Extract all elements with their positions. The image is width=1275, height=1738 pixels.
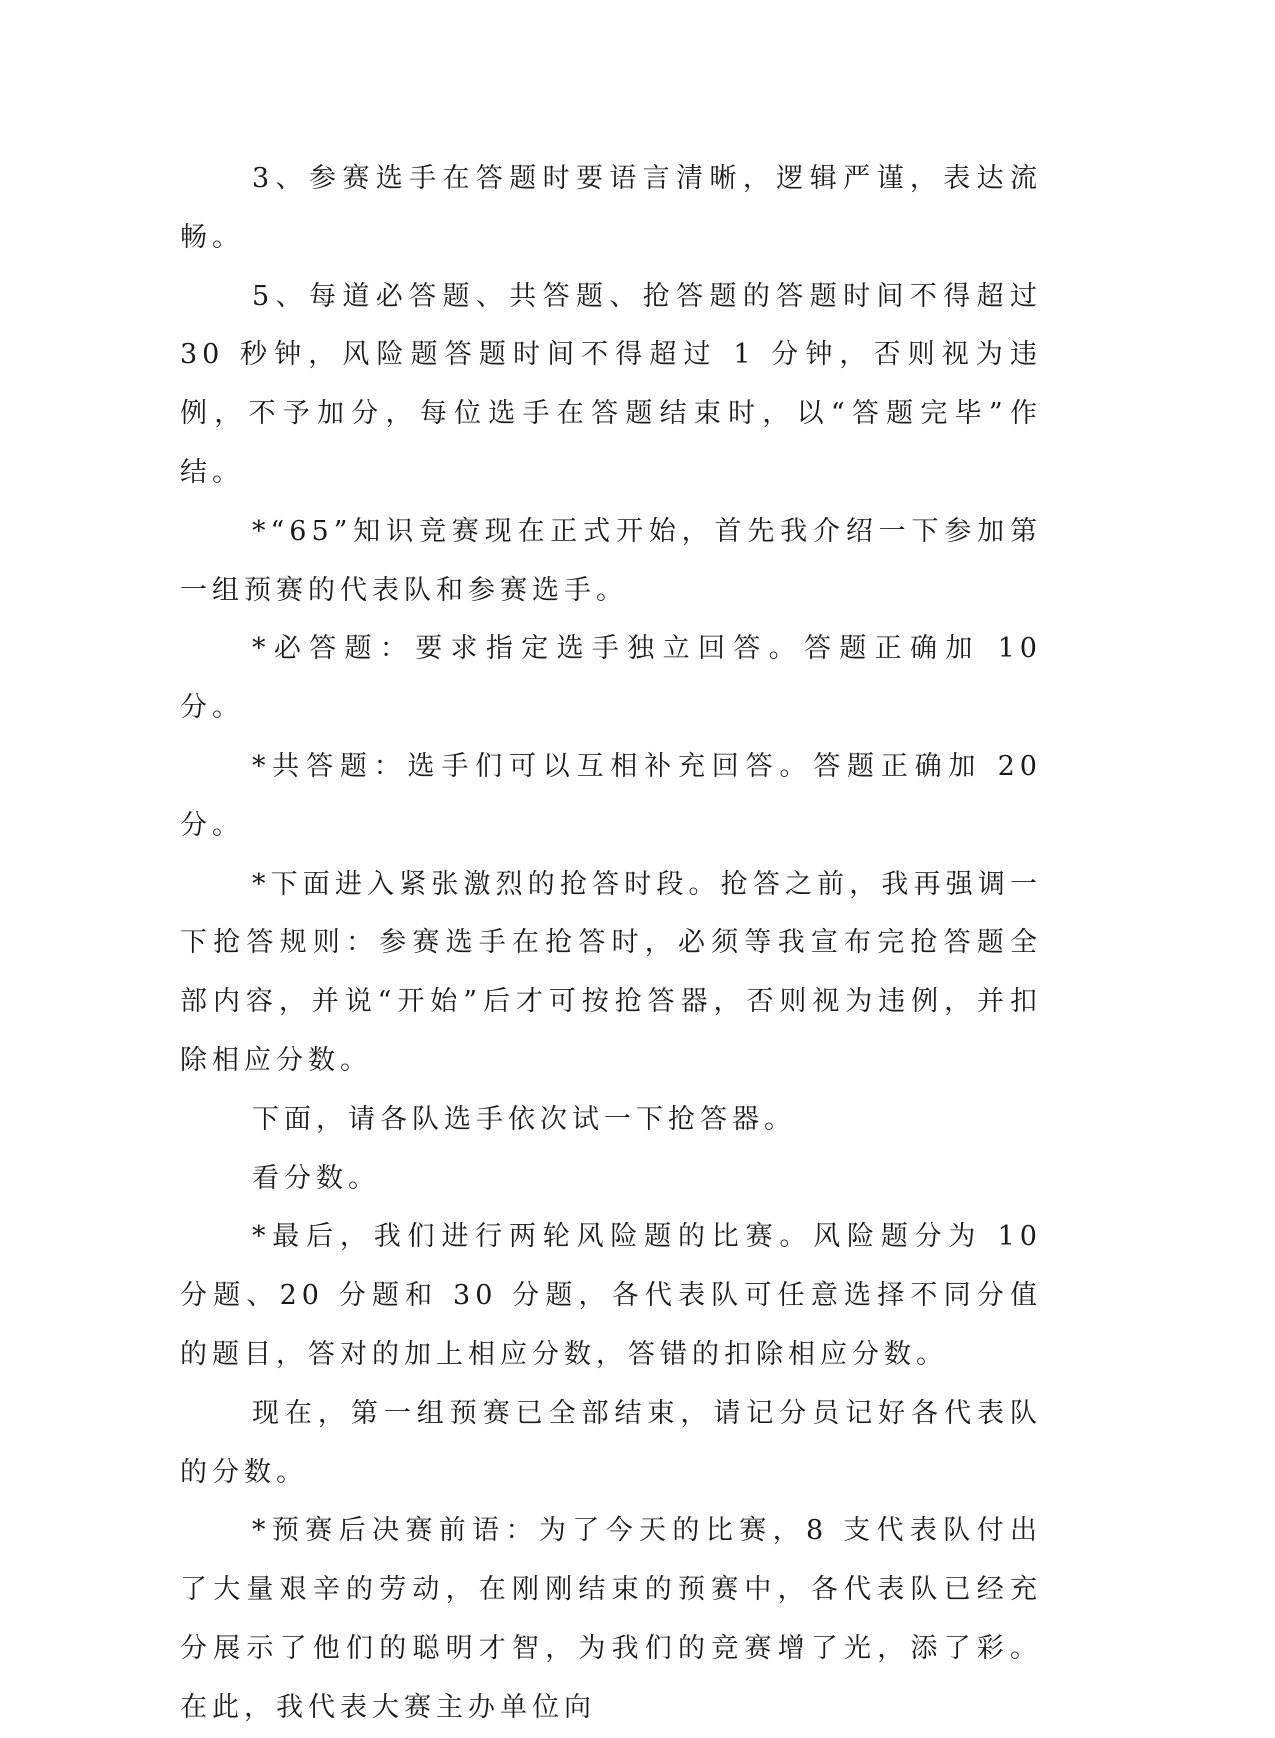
paragraph-risk-questions: *最后，我们进行两轮风险题的比赛。风险题分为 10 分题、20 分题和 30 分题，各代表队可任意选择不同分值的题目，答对的加上相应分数，答错的扣除相应分数。 [180, 1221, 1042, 1370]
paragraph-rule-3: 3、参赛选手在答题时要语言清晰，逻辑严谨，表达流畅。 [180, 163, 1042, 253]
paragraph-rule-5: 5、每道必答题、共答题、抢答题的答题时间不得超过 30 秒钟，风险题答题时间不得超过 1 分钟，否则视为违例，不予加分，每位选手在答题结束时，以“答题完毕”作结。 [180, 280, 1042, 488]
paragraph-buzzer-rules: *下面进入紧张激烈的抢答时段。抢答之前，我再强调一下抢答规则：参赛选手在抢答时，必须等我宣布完抢答题全部内容，并说“开始”后才可按抢答器，否则视为违例，并扣除相应分数。 [180, 868, 1042, 1076]
document-body [180, 150, 1042, 1738]
paragraph-check-scores: 看分数。 [252, 1162, 380, 1194]
paragraph-required-questions: *必答题：要求指定选手独立回答。答题正确加 10 分。 [180, 633, 1042, 724]
paragraph-prelim-end: 现在，第一组预赛已全部结束，请记分员记好各代表队的分数。 [180, 1397, 1042, 1488]
paragraph-buzzer-test: 下面，请各队选手依次试一下抢答器。 [252, 1103, 796, 1135]
paragraph-final-intro: *预赛后决赛前语：为了今天的比赛，8 支代表队付出了大量艰辛的劳动，在刚刚结束的预赛中，各代表队已经充分展示了他们的聪明才智，为我们的竞赛增了光，添了彩。在此，我代表大赛主办单位向 [180, 1515, 1042, 1723]
paragraph-opening: *“65”知识竞赛现在正式开始，首先我介绍一下参加第一组预赛的代表队和参赛选手。 [180, 515, 1042, 606]
paragraph-shared-questions: *共答题：选手们可以互相补充回答。答题正确加 20 分。 [180, 750, 1042, 841]
